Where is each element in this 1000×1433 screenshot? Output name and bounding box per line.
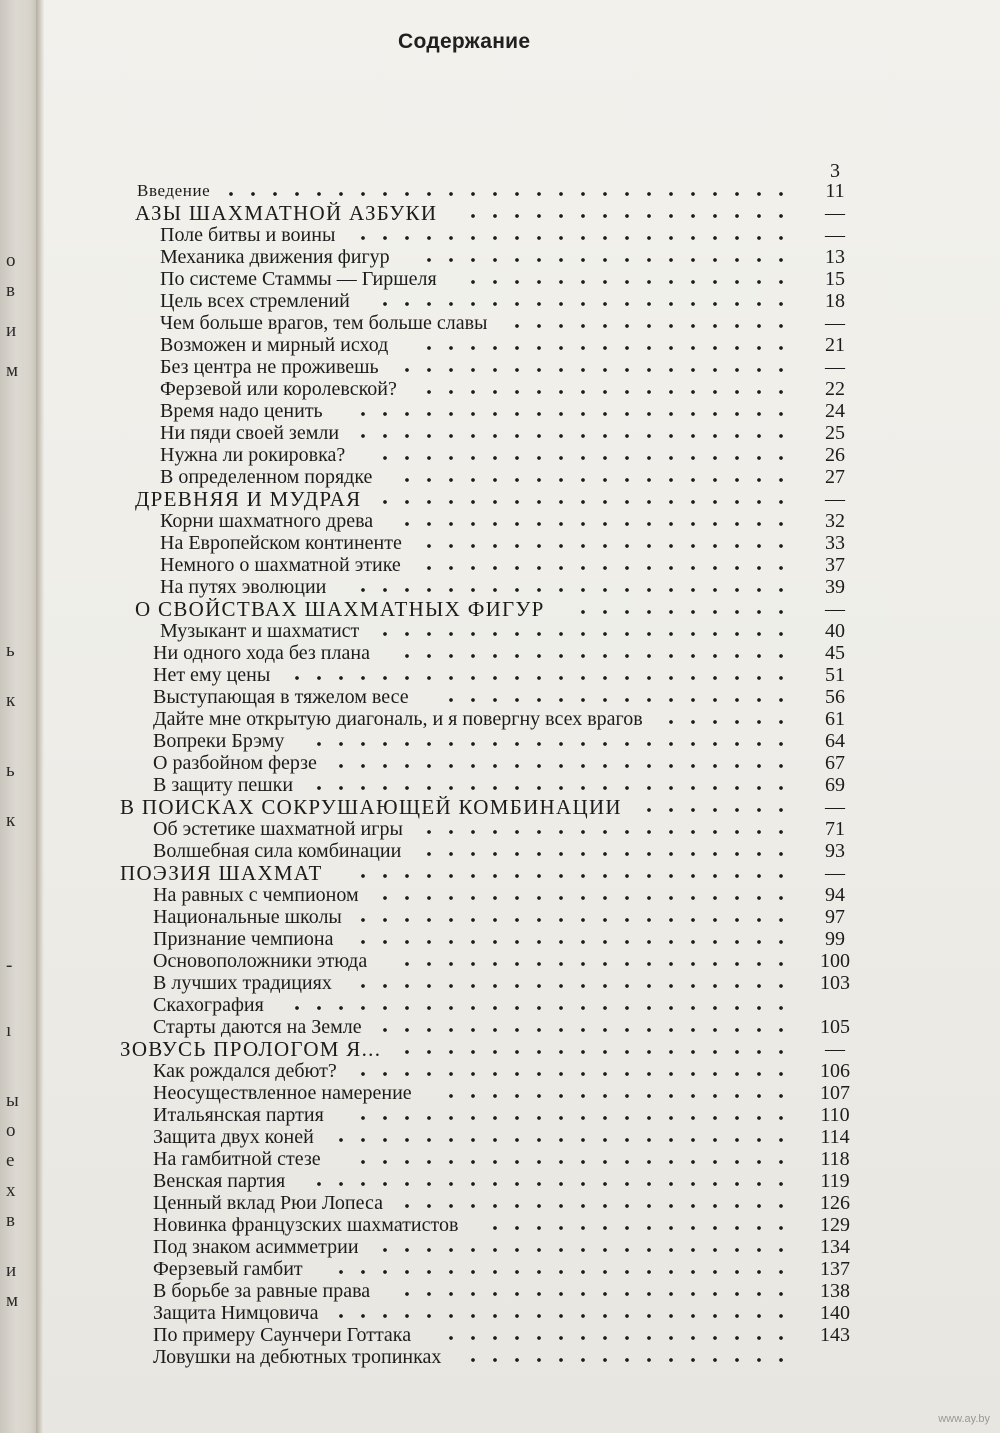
leader-dots [418,852,790,856]
toc-entry [0,312,1000,336]
toc-entry [0,994,1000,1018]
toc-entry [0,1192,1000,1216]
toc-entry [0,752,1000,776]
toc-section-heading: АЗЫ ШАХМАТНОЙ АЗБУКИ [135,201,438,225]
toc-entry [0,818,1000,842]
toc-entry [0,334,1000,358]
toc-page-number: 118 [820,1148,850,1170]
toc-entry-title: Возможен и мирный исход [160,334,389,356]
toc-entry-title: Музыкант и шахматист [160,620,360,642]
toc-page-number: 32 [825,510,845,532]
toc-entry [0,356,1000,380]
toc-entry-title: Старты даются на Земле [153,1016,362,1038]
toc-page-number: 56 [825,686,845,708]
toc-entry-title: Чем больше врагов, тем больше славы [160,312,488,334]
leader-dots [352,1160,790,1164]
toc-page-number: 45 [825,642,845,664]
toc-entry [0,1038,1000,1062]
toc-entry [0,1082,1000,1106]
toc-entry [0,664,1000,688]
toc-page-number: 13 [825,246,845,268]
toc-entry-title: На гамбитной стезе [153,1148,321,1170]
toc-entry-title: В лучших традициях [153,972,332,994]
toc-page-number: 37 [825,554,845,576]
toc-entry [0,708,1000,732]
leader-dots [418,566,790,570]
leader-dots [352,940,790,944]
toc-section-heading: ПОЭЗИЯ ШАХМАТ [120,861,323,885]
toc-entry-title: Выступающая в тяжелом весе [153,686,409,708]
toc-entry-title: Без центра не проживешь [160,356,379,378]
toc-entry [0,598,1000,622]
toc-entry-title: Ценный вклад Рюи Лопеса [153,1192,383,1214]
toc-entry-title: Как рождался дебют? [153,1060,337,1082]
toc-page-number: 39 [825,576,845,598]
leader-dots [396,1292,790,1296]
toc-entry [0,290,1000,314]
leader-dots [440,1094,790,1098]
leader-dots [638,808,790,812]
toc-entry-title: Признание чемпиона [153,928,334,950]
leader-dots [352,1072,790,1076]
first-page-number: 3 [830,160,840,182]
toc-entry-title: О разбойном ферзе [153,752,317,774]
toc-page-number: — [825,224,845,246]
leader-dots [352,984,790,988]
toc-page-number: — [825,488,845,510]
toc-entry-title: Механика движения фигур [160,246,390,268]
toc-page-number: 33 [825,532,845,554]
toc-page-number: 21 [825,334,845,356]
toc-page-number: 11 [825,180,845,202]
toc-entry [0,444,1000,468]
leader-dots [308,742,790,746]
leader-dots [572,610,790,614]
toc-entry-title: Скахография [153,994,264,1016]
toc-page-number: 61 [825,708,845,730]
toc-entry [0,1126,1000,1150]
toc-page-number: — [825,202,845,224]
toc-entry [0,510,1000,534]
toc-page-number: 97 [825,906,845,928]
toc-entry [0,422,1000,446]
toc-entry [0,246,1000,270]
facing-page-edge: о в и м ь к ь к - ı ы о е х в и м [6,250,19,1311]
leader-dots [440,698,790,702]
page-title: Содержание [398,30,531,53]
toc-entry-title: Дайте мне открытую диагональ, и я повергну всех врагов [153,708,643,730]
toc-page-number: 71 [825,818,845,840]
leader-dots [352,236,790,240]
toc-entry [0,1280,1000,1304]
toc-entry [0,268,1000,292]
leader-dots [396,654,790,658]
leader-dots [462,214,790,218]
leader-dots [352,874,790,878]
toc-entry-title: Ферзевой или королевской? [160,378,397,400]
toc-page-number: — [825,1038,845,1060]
leader-dots [506,324,790,328]
toc-entry-title: Немного о шахматной этике [160,554,401,576]
toc-page-number: 94 [825,884,845,906]
toc-entry [0,224,1000,248]
leader-dots [374,632,790,636]
toc-entry [0,1346,1000,1370]
toc-entry [0,488,1000,512]
toc-entry [0,532,1000,556]
toc-entry [0,950,1000,974]
leader-dots [352,918,790,922]
toc-entry [0,400,1000,424]
toc-entry-title: На путях эволюции [160,576,327,598]
toc-entry-title: Нет ему цены [153,664,271,686]
toc-entry-title: Итальянская партия [153,1104,324,1126]
toc-entry-title: Ни одного хода без плана [153,642,370,664]
toc-entry-title: Ни пяди своей земли [160,422,340,444]
leader-dots [396,478,790,482]
leader-dots [374,896,790,900]
leader-dots [418,346,790,350]
leader-dots [418,830,790,834]
toc-entry-title: Основоположники этюда [153,950,368,972]
leader-dots [220,192,790,196]
toc-entry-title: По системе Стаммы — Гиршеля [160,268,437,290]
toc-entry [0,1170,1000,1194]
toc-entry-title: Волшебная сила комбинации [153,840,402,862]
leader-dots [396,368,790,372]
toc-page-number: 137 [820,1258,850,1280]
toc-page-number: 15 [825,268,845,290]
toc-page-number: 93 [825,840,845,862]
toc-entry-title: Об эстетике шахматной игры [153,818,403,840]
leader-dots [396,962,790,966]
leader-dots [660,720,790,724]
leader-dots [396,522,790,526]
toc-entry [0,1148,1000,1172]
toc-entry-title: Ферзевый гамбит [153,1258,303,1280]
toc-entry-title: Под знаком асимметрии [153,1236,359,1258]
toc-entry-title: Защита Нимцовича [153,1302,319,1324]
toc-entry-title: В борьбе за равные права [153,1280,371,1302]
leader-dots [374,1248,790,1252]
leader-dots [418,544,790,548]
watermark: www.ay.by [938,1413,990,1425]
leader-dots [308,786,790,790]
toc-page-number: 134 [820,1236,850,1258]
toc-entry-title: Вопреки Брэму [153,730,285,752]
toc-page-number: 143 [820,1324,850,1346]
toc-entry [0,884,1000,908]
toc-page-number: — [825,356,845,378]
leader-dots [330,1314,790,1318]
leader-dots [418,258,790,262]
toc-page-number: 138 [820,1280,850,1302]
toc-entry-title: Неосуществленное намерение [153,1082,412,1104]
toc-entry-title: Поле битвы и воины [160,224,336,246]
toc-page-number: 25 [825,422,845,444]
toc-entry [0,1258,1000,1282]
leader-dots [352,434,790,438]
toc-page-number: 26 [825,444,845,466]
toc-entry [0,1060,1000,1084]
toc-entry [0,928,1000,952]
toc-entry-title: На равных с чемпионом [153,884,359,906]
toc-entry [0,730,1000,754]
toc-entry-title: На Европейском континенте [160,532,402,554]
leader-dots [374,302,790,306]
toc-section-heading: В ПОИСКАХ СОКРУШАЮЩЕЙ КОМБИНАЦИИ [120,795,622,819]
toc-page-number: 24 [825,400,845,422]
leader-dots [330,764,790,768]
leader-dots [484,1226,790,1230]
toc-entry [0,620,1000,644]
toc-page-number: — [825,862,845,884]
toc-page-number: 140 [820,1302,850,1324]
toc-entry [0,642,1000,666]
leader-dots [286,676,790,680]
toc-entry [0,906,1000,930]
toc-entry [0,862,1000,886]
toc-entry-title: Цель всех стремлений [160,290,350,312]
leader-dots [396,1204,790,1208]
leader-dots [352,588,790,592]
leader-dots [440,1336,790,1340]
toc-page-number: 51 [825,664,845,686]
leader-dots [374,500,790,504]
toc-page-number: 106 [820,1060,850,1082]
toc-section-heading: ДРЕВНЯЯ И МУДРАЯ [135,487,362,511]
toc-page-number: 67 [825,752,845,774]
leader-dots [374,1028,790,1032]
toc-section-heading: О СВОЙСТВАХ ШАХМАТНЫХ ФИГУР [135,597,545,621]
toc-entry [0,1302,1000,1326]
toc-page-number: — [825,312,845,334]
toc-entry [0,554,1000,578]
leader-dots [462,280,790,284]
toc-page-number: 105 [820,1016,850,1038]
leader-dots [308,1182,790,1186]
toc-entry-title: Венская партия [153,1170,286,1192]
toc-page-number: 18 [825,290,845,312]
toc-entry-title: В защиту пешки [153,774,294,796]
leader-dots [286,1006,790,1010]
toc-entry-title: Корни шахматного древа [160,510,374,532]
toc-entry [0,796,1000,820]
toc-entry [0,1236,1000,1260]
toc-page-number: 27 [825,466,845,488]
toc-entry [0,686,1000,710]
toc-page-number: 126 [820,1192,850,1214]
toc-page-number: 22 [825,378,845,400]
leader-dots [352,1116,790,1120]
leader-dots [396,1050,790,1054]
leader-dots [330,1270,790,1274]
leader-dots [374,456,790,460]
toc-page-number: 114 [820,1126,850,1148]
toc-entry [0,202,1000,226]
toc-entry-title: Нужна ли рокировка? [160,444,346,466]
toc-page-number: — [825,796,845,818]
toc-page-number: 99 [825,928,845,950]
toc-entry-title: По примеру Саунчери Готтака [153,1324,412,1346]
toc-section-heading: ЗОВУСЬ ПРОЛОГОМ Я... [120,1037,382,1061]
toc-entry-title: Время надо ценить [160,400,323,422]
leader-dots [330,1138,790,1142]
leader-dots [418,390,790,394]
toc-entry [0,972,1000,996]
toc-entry [0,1214,1000,1238]
toc-page-number: — [825,598,845,620]
toc-entry-title: В определенном порядке [160,466,373,488]
toc-page-number: 64 [825,730,845,752]
toc-entry-title: Защита двух коней [153,1126,314,1148]
toc-entry-title: Национальные школы [153,906,342,928]
toc-entry [0,1104,1000,1128]
toc-entry-title: Новинка французских шахматистов [153,1214,459,1236]
leader-dots [462,1358,790,1362]
toc-page-number: 107 [820,1082,850,1104]
leader-dots [352,412,790,416]
toc-page-number: 129 [820,1214,850,1236]
toc-page-number: 103 [820,972,850,994]
toc-page-number: 40 [825,620,845,642]
toc-page-number: 110 [820,1104,850,1126]
toc-entry-title: Ловушки на дебютных тропинках [153,1346,442,1368]
toc-entry [0,378,1000,402]
toc-entry [0,1324,1000,1348]
toc-page-number: 100 [820,950,850,972]
toc-page-number: 119 [820,1170,850,1192]
toc-entry-title: Введение [137,181,211,200]
toc-page-number: 69 [825,774,845,796]
